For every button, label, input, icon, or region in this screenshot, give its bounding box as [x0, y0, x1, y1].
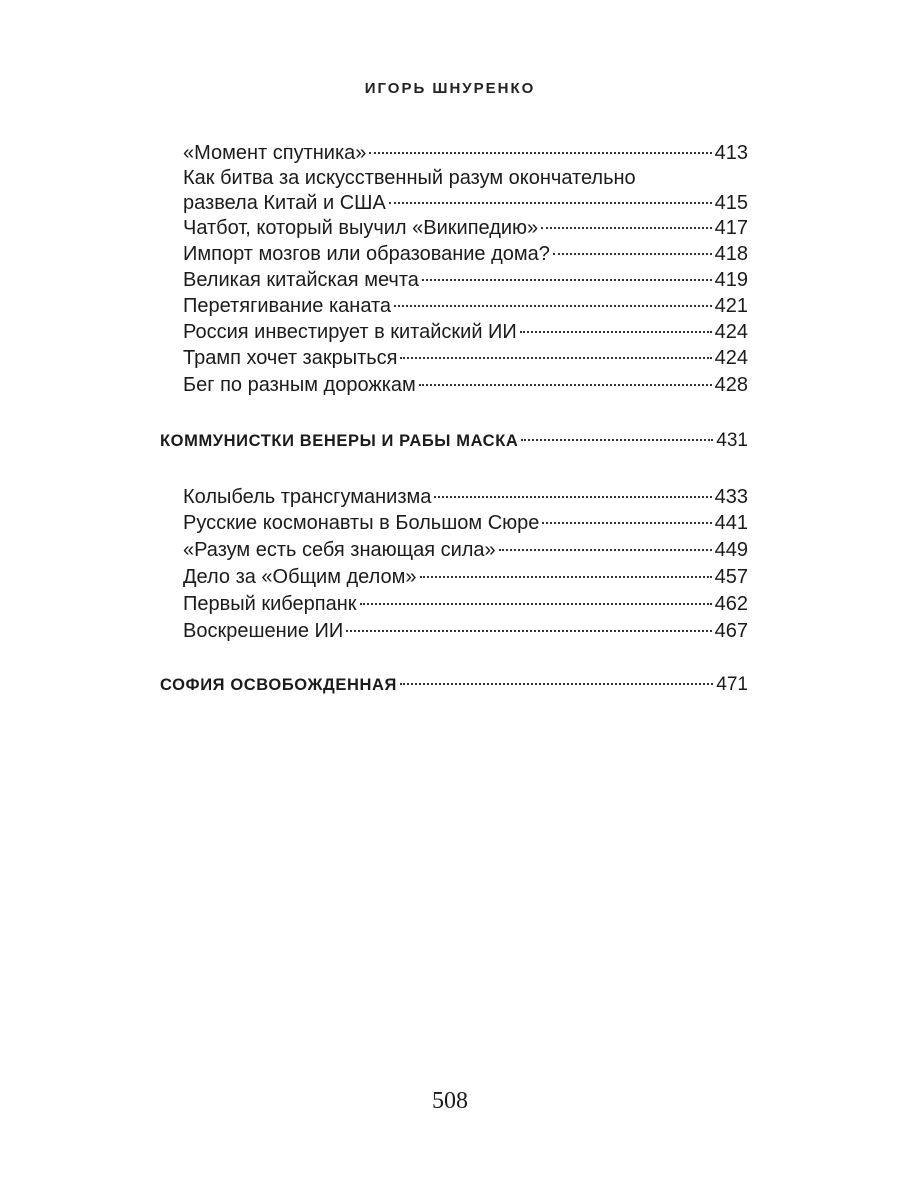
- toc-entry-page: 433: [714, 486, 748, 508]
- toc-entry-page: 418: [714, 243, 748, 265]
- toc-entry: [183, 590, 748, 618]
- toc-entry: [183, 509, 748, 537]
- toc-entry: [183, 563, 748, 591]
- toc-entry: [183, 139, 748, 167]
- toc-entry-title: Перетягивание каната: [183, 295, 392, 317]
- toc-entry-page: 424: [714, 347, 748, 369]
- dot-leader: [553, 253, 712, 255]
- toc-entry-page: 415: [714, 192, 748, 214]
- toc-entry-title: развела Китай и США: [183, 192, 386, 214]
- toc-entry-title: «Разум есть себя знающая сила»: [183, 539, 496, 561]
- dot-leader: [389, 202, 712, 204]
- toc-entry: [183, 371, 748, 399]
- dot-leader: [369, 152, 711, 154]
- toc-entry: [183, 483, 748, 511]
- dot-leader: [394, 305, 712, 307]
- dot-leader: [360, 603, 712, 605]
- toc-entry-page: 467: [714, 620, 748, 642]
- toc-entry-title: Бег по разным дорожкам: [183, 374, 416, 396]
- toc-chapter-page: 471: [716, 674, 748, 695]
- toc-chapter-entry: [160, 427, 748, 455]
- dot-leader: [521, 439, 713, 441]
- toc-entry-title: Дело за «Общим делом»: [183, 566, 417, 588]
- toc-entry: [183, 292, 748, 320]
- toc-entry-page: 441: [714, 512, 748, 534]
- toc-entry: [183, 318, 748, 346]
- toc-entry: [183, 344, 748, 372]
- toc-chapter-title: КОММУНИСТКИ ВЕНЕРЫ И РАБЫ МАСКА: [160, 432, 519, 450]
- toc-entry-page: 462: [714, 593, 748, 615]
- toc-entry-title: Трамп хочет закрыться: [183, 347, 398, 369]
- toc-entry-title: Великая китайская мечта: [183, 269, 419, 291]
- toc-entry-title: Чатбот, который выучил «Википедию»: [183, 217, 539, 239]
- toc-entry-title-line1: Как битва за искусственный разум окончательно: [183, 167, 636, 189]
- toc-entry-page: 421: [714, 295, 748, 317]
- toc-chapter-page: 431: [716, 430, 748, 451]
- toc-entry-title: Воскрешение ИИ: [183, 620, 344, 642]
- toc-chapter-title: СОФИЯ ОСВОБОЖДЕННАЯ: [160, 676, 397, 694]
- toc-entry-title: «Момент спутника»: [183, 142, 367, 164]
- toc-entry: [183, 214, 748, 242]
- dot-leader: [400, 357, 711, 359]
- dot-leader: [400, 683, 713, 685]
- dot-leader: [542, 522, 711, 524]
- toc-entry: [183, 266, 748, 294]
- toc-entry-page: 457: [714, 566, 748, 588]
- toc-entry-page: 449: [714, 539, 748, 561]
- toc-entry: [183, 536, 748, 564]
- dot-leader: [419, 384, 712, 386]
- dot-leader: [422, 279, 712, 281]
- dot-leader: [541, 227, 711, 229]
- toc-entry-page: 419: [714, 269, 748, 291]
- toc-entry-page: 428: [714, 374, 748, 396]
- toc-entry-title: Русские космонавты в Большом Сюре: [183, 512, 540, 534]
- toc-entry-title: Россия инвестирует в китайский ИИ: [183, 321, 517, 343]
- dot-leader: [520, 331, 712, 333]
- dot-leader: [420, 576, 712, 578]
- toc-entry-page: 413: [714, 142, 748, 164]
- dot-leader: [346, 630, 711, 632]
- toc-entry-title: Колыбель трансгуманизма: [183, 486, 432, 508]
- page-number: 508: [432, 1088, 468, 1114]
- toc-entry: [183, 189, 748, 217]
- toc-entry-page: 417: [714, 217, 748, 239]
- toc-entry: [183, 240, 748, 268]
- dot-leader: [434, 496, 711, 498]
- toc-entry-page: 424: [714, 321, 748, 343]
- toc-entry-title: Импорт мозгов или образование дома?: [183, 243, 550, 265]
- running-head: ИГОРЬ ШНУРЕНКО: [364, 80, 536, 97]
- toc-entry-title: Первый киберпанк: [183, 593, 357, 615]
- dot-leader: [499, 549, 712, 551]
- toc-chapter-entry: [160, 671, 748, 699]
- toc-entry: [183, 617, 748, 645]
